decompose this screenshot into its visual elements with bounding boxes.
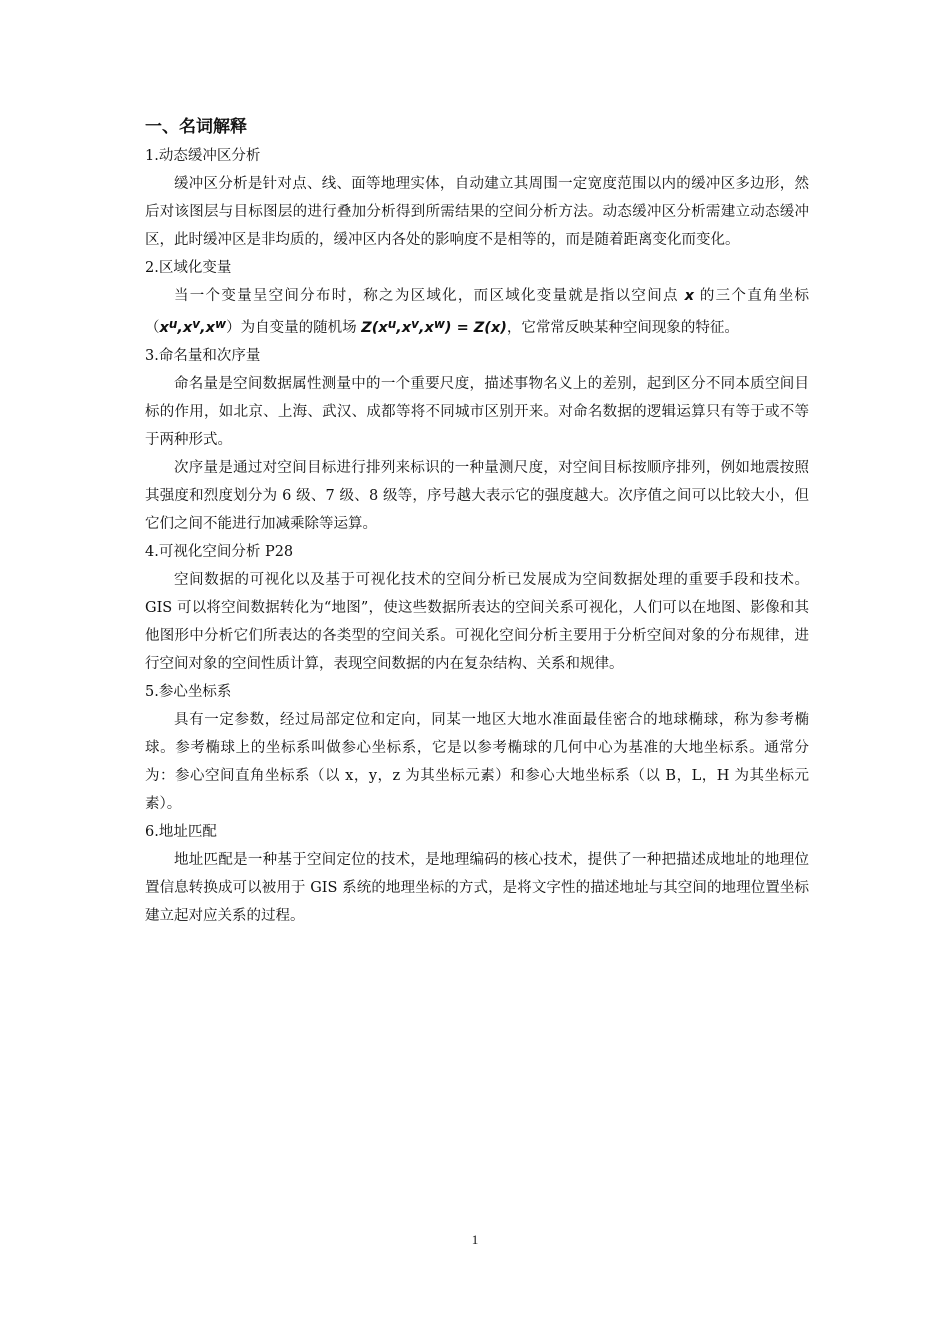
text-run: 的三个直角坐标（ [145,288,810,336]
text-run: ，它常常反映某种空间现象的特征。 [506,320,739,336]
math-variable-x: x [378,320,388,336]
term-heading: 1.动态缓冲区分析 [145,148,261,164]
term-paragraph: 命名量是空间数据属性测量中的一个重要尺度，描述事物名义上的差别，起到区分不同本质空间目标的作用，如北京、上海、武汉、成都等将不同城市区别开来。对命名数据的逻辑运算只有等于或不等于两种形式。 [145,376,809,448]
math-z-open: Z( [361,320,379,336]
math-variable-x: x [684,288,694,304]
math-comma: , [418,320,425,336]
math-z-rhs: Z(x) [473,320,507,336]
math-comma: , [177,320,183,336]
term-4 [145,538,809,678]
math-variable-x: x [424,320,434,336]
formula [361,317,507,336]
term-heading: 3.命名量和次序量 [145,348,261,364]
math-variable-x: x [159,320,169,336]
term-heading: 4.可视化空间分析 P28 [145,544,294,560]
term-paragraph: 空间数据的可视化以及基于可视化技术的空间分析已发展成为空间数据处理的重要手段和技术。GIS 可以将空间数据转化为“地图”，使这些数据所表达的空间关系可视化，人们可以在地图、影像和其他图形中分析它们所表达的各类型的空间关系。可视化空间分析主要用于分析空间对象的分布规律，进行空间对象的空间性质计算，表现空间数据的内在复杂结构、关系和规律。 [145,572,809,672]
superscript-v: v [411,317,419,331]
math-variable-x: x [401,320,412,336]
term-paragraph: 次序量是通过对空间目标进行排列来标识的一种量测尺度，对空间目标按顺序排列，例如地震按照其强度和烈度划分为 6 级、7 级、8 级等，序号越大表示它的强度越大。次序值之间可以比较大小，但它们之间不能进行加减乘除等运算。 [145,460,809,532]
term-heading: 5.参心坐标系 [145,684,232,700]
term-paragraph: 缓冲区分析是针对点、线、面等地理实体，自动建立其周围一定宽度范围以内的缓冲区多边形，然后对该图层与目标图层的进行叠加分析得到所需结果的空间分析方法。动态缓冲区分析需建立动态缓冲区，此时缓冲区是非均质的，缓冲区内各处的影响度不是相等的，而是随着距离变化而变化。 [145,176,809,248]
superscript-v: v [192,317,201,331]
math-comma: , [396,320,402,336]
term-5 [145,678,809,818]
term-paragraph [145,282,809,342]
superscript-u: u [168,317,178,331]
page-number: 1 [471,1232,479,1247]
term-3 [145,342,809,538]
document-body [145,112,809,930]
math-z-close: ) = [444,320,474,336]
text-run: 当一个变量呈空间分布时，称之为区域化，而区域化变量就是指以空间点 [174,288,679,304]
term-6 [145,818,809,930]
term-1 [145,142,809,254]
math-comma: , [200,320,206,336]
superscript-w: w [433,317,445,331]
term-2 [145,254,809,342]
term-paragraph: 具有一定参数，经过局部定位和定向，同某一地区大地水准面最佳密合的地球椭球，称为参考椭球。参考椭球上的坐标系叫做参心坐标系，它是以参考椭球的几何中心为基准的大地坐标系。通常分为：参心空间直角坐标系（以 x，y，z 为其坐标元素）和参心大地坐标系（以 B，L，H 为其坐标元素）。 [145,712,809,812]
superscript-u: u [387,317,397,331]
term-heading: 6.地址匹配 [145,824,217,840]
section-title: 一、名词解释 [145,117,247,137]
term-heading: 2.区域化变量 [145,260,232,276]
math-variable-x: x [205,320,215,336]
term-paragraph: 地址匹配是一种基于空间定位的技术，是地理编码的核心技术，提供了一种把描述成地址的地理位置信息转换成可以被用于 GIS 系统的地理坐标的方式，是将文字性的描述地址与其空间的地理位置坐标建立起对应关系的过程。 [145,852,809,924]
superscript-w: w [214,317,227,331]
math-variable-x: x [182,320,193,336]
coordinate-tuple [159,317,227,336]
text-run: ）为自变量的随机场 [226,320,357,336]
